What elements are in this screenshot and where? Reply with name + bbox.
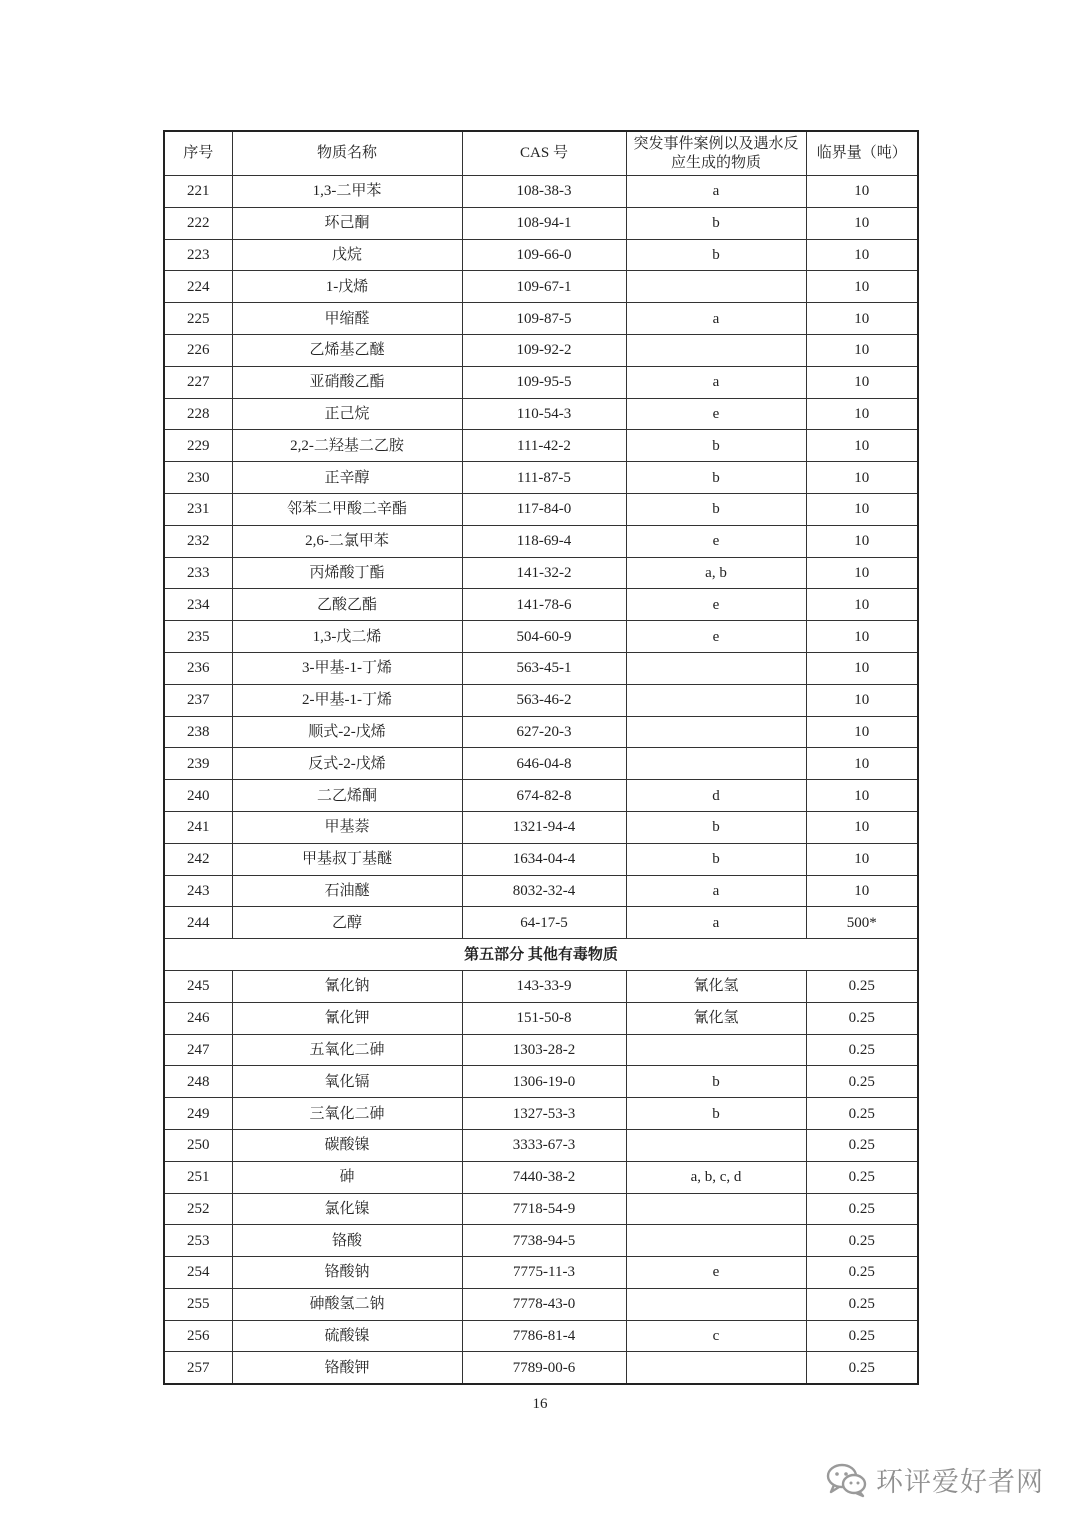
table-row [164, 589, 918, 621]
cell-threshold: 0.25 [806, 1002, 918, 1034]
cell-substance-name: 2,6-二氯甲苯 [232, 525, 462, 557]
table-body-part-a [164, 176, 918, 939]
cell-serial-number: 250 [164, 1129, 232, 1161]
header-substance-name: 物质名称 [232, 131, 462, 176]
cell-cas-number: 143-33-9 [462, 970, 626, 1002]
cell-cas-number: 1306-19-0 [462, 1066, 626, 1098]
table-row [164, 1129, 918, 1161]
cell-substance-name: 铬酸 [232, 1225, 462, 1257]
cell-incident-cases [626, 1225, 806, 1257]
cell-cas-number: 110-54-3 [462, 398, 626, 430]
cell-cas-number: 7786-81-4 [462, 1320, 626, 1352]
cell-substance-name: 二乙烯酮 [232, 780, 462, 812]
table-section [164, 939, 918, 971]
cell-incident-cases: a, b, c, d [626, 1161, 806, 1193]
cell-substance-name: 铬酸钠 [232, 1257, 462, 1289]
cell-incident-cases [626, 716, 806, 748]
cell-incident-cases: a [626, 366, 806, 398]
cell-incident-cases: a [626, 303, 806, 335]
cell-cas-number: 141-32-2 [462, 557, 626, 589]
cell-incident-cases: 氰化氢 [626, 1002, 806, 1034]
table-row [164, 334, 918, 366]
cell-serial-number: 243 [164, 875, 232, 907]
cell-threshold: 0.25 [806, 1034, 918, 1066]
cell-threshold: 10 [806, 684, 918, 716]
cell-cas-number: 1321-94-4 [462, 811, 626, 843]
cell-cas-number: 108-38-3 [462, 176, 626, 208]
cell-incident-cases: e [626, 398, 806, 430]
table-row [164, 1320, 918, 1352]
cell-threshold: 10 [806, 716, 918, 748]
cell-cas-number: 563-45-1 [462, 652, 626, 684]
cell-serial-number: 257 [164, 1352, 232, 1384]
table-row [164, 303, 918, 335]
cell-serial-number: 233 [164, 557, 232, 589]
cell-incident-cases: e [626, 1257, 806, 1289]
cell-serial-number: 252 [164, 1193, 232, 1225]
cell-cas-number: 504-60-9 [462, 621, 626, 653]
cell-incident-cases: b [626, 207, 806, 239]
cell-threshold: 10 [806, 462, 918, 494]
table-row [164, 366, 918, 398]
cell-cas-number: 3333-67-3 [462, 1129, 626, 1161]
cell-substance-name: 戊烷 [232, 239, 462, 271]
cell-threshold: 0.25 [806, 1161, 918, 1193]
table-row [164, 239, 918, 271]
table-row [164, 1352, 918, 1384]
cell-serial-number: 237 [164, 684, 232, 716]
cell-substance-name: 砷 [232, 1161, 462, 1193]
cell-serial-number: 251 [164, 1161, 232, 1193]
cell-threshold: 10 [806, 525, 918, 557]
cell-incident-cases: b [626, 239, 806, 271]
cell-serial-number: 256 [164, 1320, 232, 1352]
cell-threshold: 10 [806, 334, 918, 366]
cell-serial-number: 254 [164, 1257, 232, 1289]
cell-substance-name: 乙烯基乙醚 [232, 334, 462, 366]
cell-cas-number: 109-66-0 [462, 239, 626, 271]
cell-cas-number: 1634-04-4 [462, 843, 626, 875]
cell-incident-cases: a [626, 875, 806, 907]
cell-cas-number: 674-82-8 [462, 780, 626, 812]
cell-serial-number: 227 [164, 366, 232, 398]
cell-substance-name: 正己烷 [232, 398, 462, 430]
cell-serial-number: 255 [164, 1288, 232, 1320]
cell-cas-number: 7738-94-5 [462, 1225, 626, 1257]
cell-substance-name: 1,3-戊二烯 [232, 621, 462, 653]
cell-incident-cases: b [626, 1066, 806, 1098]
cell-threshold: 0.25 [806, 1225, 918, 1257]
cell-cas-number: 563-46-2 [462, 684, 626, 716]
cell-incident-cases: e [626, 525, 806, 557]
cell-incident-cases: b [626, 1098, 806, 1130]
cell-substance-name: 邻苯二甲酸二辛酯 [232, 493, 462, 525]
cell-cas-number: 7789-00-6 [462, 1352, 626, 1384]
cell-threshold: 0.25 [806, 1098, 918, 1130]
cell-serial-number: 247 [164, 1034, 232, 1066]
cell-substance-name: 1,3-二甲苯 [232, 176, 462, 208]
cell-cas-number: 7775-11-3 [462, 1257, 626, 1289]
cell-incident-cases: d [626, 780, 806, 812]
cell-threshold: 10 [806, 207, 918, 239]
cell-incident-cases: b [626, 493, 806, 525]
cell-serial-number: 235 [164, 621, 232, 653]
cell-incident-cases: c [626, 1320, 806, 1352]
cell-cas-number: 151-50-8 [462, 1002, 626, 1034]
cell-substance-name: 正辛醇 [232, 462, 462, 494]
cell-substance-name: 氧化镉 [232, 1066, 462, 1098]
cell-serial-number: 229 [164, 430, 232, 462]
cell-incident-cases [626, 1352, 806, 1384]
header-incident-cases: 突发事件案例以及遇水反应生成的物质 [626, 131, 806, 176]
cell-threshold: 10 [806, 271, 918, 303]
cell-threshold: 0.25 [806, 1288, 918, 1320]
cell-threshold: 10 [806, 748, 918, 780]
cell-serial-number: 221 [164, 176, 232, 208]
cell-substance-name: 顺式-2-戊烯 [232, 716, 462, 748]
cell-substance-name: 铬酸钾 [232, 1352, 462, 1384]
table-row [164, 875, 918, 907]
cell-incident-cases [626, 1288, 806, 1320]
cell-serial-number: 238 [164, 716, 232, 748]
cell-cas-number: 109-95-5 [462, 366, 626, 398]
table-row [164, 1034, 918, 1066]
cell-threshold: 10 [806, 589, 918, 621]
cell-threshold: 0.25 [806, 970, 918, 1002]
table-row [164, 1225, 918, 1257]
table-row [164, 621, 918, 653]
section-header-row [164, 939, 918, 971]
table-row [164, 1257, 918, 1289]
cell-serial-number: 244 [164, 907, 232, 939]
cell-incident-cases: 氰化氢 [626, 970, 806, 1002]
cell-threshold: 10 [806, 780, 918, 812]
cell-cas-number: 627-20-3 [462, 716, 626, 748]
table-row [164, 780, 918, 812]
watermark-text: 环评爱好者网 [876, 1467, 1044, 1498]
cell-substance-name: 亚硝酸乙酯 [232, 366, 462, 398]
cell-incident-cases: a, b [626, 557, 806, 589]
cell-cas-number: 7440-38-2 [462, 1161, 626, 1193]
cell-incident-cases: e [626, 589, 806, 621]
table-row [164, 1066, 918, 1098]
cell-substance-name: 2-甲基-1-丁烯 [232, 684, 462, 716]
cell-substance-name: 1-戊烯 [232, 271, 462, 303]
cell-threshold: 10 [806, 557, 918, 589]
cell-substance-name: 氯化镍 [232, 1193, 462, 1225]
substance-threshold-table [163, 130, 919, 1385]
table-row [164, 1098, 918, 1130]
cell-substance-name: 三氧化二砷 [232, 1098, 462, 1130]
cell-serial-number: 234 [164, 589, 232, 621]
table-body-part-b [164, 970, 918, 1384]
header-serial-number: 序号 [164, 131, 232, 176]
cell-serial-number: 232 [164, 525, 232, 557]
cell-serial-number: 253 [164, 1225, 232, 1257]
cell-serial-number: 248 [164, 1066, 232, 1098]
cell-serial-number: 242 [164, 843, 232, 875]
cell-threshold: 0.25 [806, 1193, 918, 1225]
cell-cas-number: 8032-32-4 [462, 875, 626, 907]
table-row [164, 462, 918, 494]
cell-serial-number: 226 [164, 334, 232, 366]
table-row [164, 207, 918, 239]
table-row [164, 398, 918, 430]
table-row [164, 652, 918, 684]
table-header-row [164, 131, 918, 176]
cell-cas-number: 109-67-1 [462, 271, 626, 303]
cell-threshold: 10 [806, 239, 918, 271]
cell-serial-number: 245 [164, 970, 232, 1002]
table-row [164, 1161, 918, 1193]
table-row [164, 1002, 918, 1034]
cell-cas-number: 118-69-4 [462, 525, 626, 557]
table-row [164, 430, 918, 462]
cell-incident-cases: b [626, 462, 806, 494]
cell-serial-number: 224 [164, 271, 232, 303]
cell-cas-number: 141-78-6 [462, 589, 626, 621]
cell-cas-number: 117-84-0 [462, 493, 626, 525]
cell-incident-cases: e [626, 621, 806, 653]
cell-serial-number: 228 [164, 398, 232, 430]
cell-threshold: 0.25 [806, 1257, 918, 1289]
cell-incident-cases [626, 1034, 806, 1066]
table-row [164, 970, 918, 1002]
cell-substance-name: 环己酮 [232, 207, 462, 239]
cell-serial-number: 231 [164, 493, 232, 525]
cell-cas-number: 111-87-5 [462, 462, 626, 494]
table-row [164, 907, 918, 939]
cell-serial-number: 223 [164, 239, 232, 271]
cell-cas-number: 64-17-5 [462, 907, 626, 939]
table-row [164, 493, 918, 525]
cell-substance-name: 乙醇 [232, 907, 462, 939]
cell-threshold: 10 [806, 493, 918, 525]
cell-threshold: 0.25 [806, 1066, 918, 1098]
cell-substance-name: 氰化钾 [232, 1002, 462, 1034]
table-row [164, 1193, 918, 1225]
table-row [164, 525, 918, 557]
cell-incident-cases: a [626, 176, 806, 208]
cell-cas-number: 109-92-2 [462, 334, 626, 366]
cell-serial-number: 240 [164, 780, 232, 812]
cell-substance-name: 砷酸氢二钠 [232, 1288, 462, 1320]
cell-substance-name: 3-甲基-1-丁烯 [232, 652, 462, 684]
cell-substance-name: 乙酸乙酯 [232, 589, 462, 621]
table-row [164, 557, 918, 589]
cell-cas-number: 7778-43-0 [462, 1288, 626, 1320]
cell-threshold: 10 [806, 621, 918, 653]
cell-threshold: 10 [806, 398, 918, 430]
cell-incident-cases [626, 748, 806, 780]
cell-incident-cases [626, 1193, 806, 1225]
cell-threshold: 10 [806, 303, 918, 335]
header-cas-number: CAS 号 [462, 131, 626, 176]
table-row [164, 1288, 918, 1320]
cell-threshold: 10 [806, 652, 918, 684]
cell-incident-cases: b [626, 811, 806, 843]
cell-substance-name: 氰化钠 [232, 970, 462, 1002]
cell-cas-number: 111-42-2 [462, 430, 626, 462]
table-row [164, 811, 918, 843]
table-row [164, 684, 918, 716]
cell-serial-number: 236 [164, 652, 232, 684]
page-number: 16 [532, 1396, 548, 1412]
cell-threshold: 10 [806, 843, 918, 875]
cell-substance-name: 碳酸镍 [232, 1129, 462, 1161]
header-threshold-tons: 临界量（吨） [806, 131, 918, 176]
cell-threshold: 0.25 [806, 1320, 918, 1352]
cell-substance-name: 甲缩醛 [232, 303, 462, 335]
cell-threshold: 10 [806, 176, 918, 208]
cell-substance-name: 丙烯酸丁酯 [232, 557, 462, 589]
cell-serial-number: 241 [164, 811, 232, 843]
cell-serial-number: 225 [164, 303, 232, 335]
cell-substance-name: 硫酸镍 [232, 1320, 462, 1352]
cell-substance-name: 甲基萘 [232, 811, 462, 843]
cell-substance-name: 反式-2-戊烯 [232, 748, 462, 780]
cell-threshold: 0.25 [806, 1352, 918, 1384]
cell-serial-number: 239 [164, 748, 232, 780]
cell-substance-name: 石油醚 [232, 875, 462, 907]
table-row [164, 748, 918, 780]
cell-cas-number: 646-04-8 [462, 748, 626, 780]
cell-incident-cases [626, 684, 806, 716]
cell-substance-name: 五氧化二砷 [232, 1034, 462, 1066]
cell-serial-number: 230 [164, 462, 232, 494]
cell-incident-cases [626, 652, 806, 684]
cell-threshold: 0.25 [806, 1129, 918, 1161]
cell-serial-number: 246 [164, 1002, 232, 1034]
cell-substance-name: 2,2-二羟基二乙胺 [232, 430, 462, 462]
table-row [164, 176, 918, 208]
table-row [164, 843, 918, 875]
cell-incident-cases [626, 1129, 806, 1161]
cell-threshold: 500* [806, 907, 918, 939]
table-row [164, 716, 918, 748]
cell-incident-cases: b [626, 843, 806, 875]
cell-serial-number: 249 [164, 1098, 232, 1130]
cell-incident-cases: a [626, 907, 806, 939]
cell-serial-number: 222 [164, 207, 232, 239]
cell-incident-cases [626, 334, 806, 366]
cell-threshold: 10 [806, 366, 918, 398]
section-title: 第五部分 其他有毒物质 [164, 939, 918, 971]
cell-cas-number: 1327-53-3 [462, 1098, 626, 1130]
table-row [164, 271, 918, 303]
cell-cas-number: 7718-54-9 [462, 1193, 626, 1225]
cell-threshold: 10 [806, 875, 918, 907]
cell-incident-cases: b [626, 430, 806, 462]
watermark [826, 1460, 1044, 1499]
cell-cas-number: 1303-28-2 [462, 1034, 626, 1066]
cell-cas-number: 108-94-1 [462, 207, 626, 239]
cell-incident-cases [626, 271, 806, 303]
cell-threshold: 10 [806, 811, 918, 843]
wechat-chat-bubbles-icon [826, 1462, 868, 1498]
cell-cas-number: 109-87-5 [462, 303, 626, 335]
cell-threshold: 10 [806, 430, 918, 462]
cell-substance-name: 甲基叔丁基醚 [232, 843, 462, 875]
